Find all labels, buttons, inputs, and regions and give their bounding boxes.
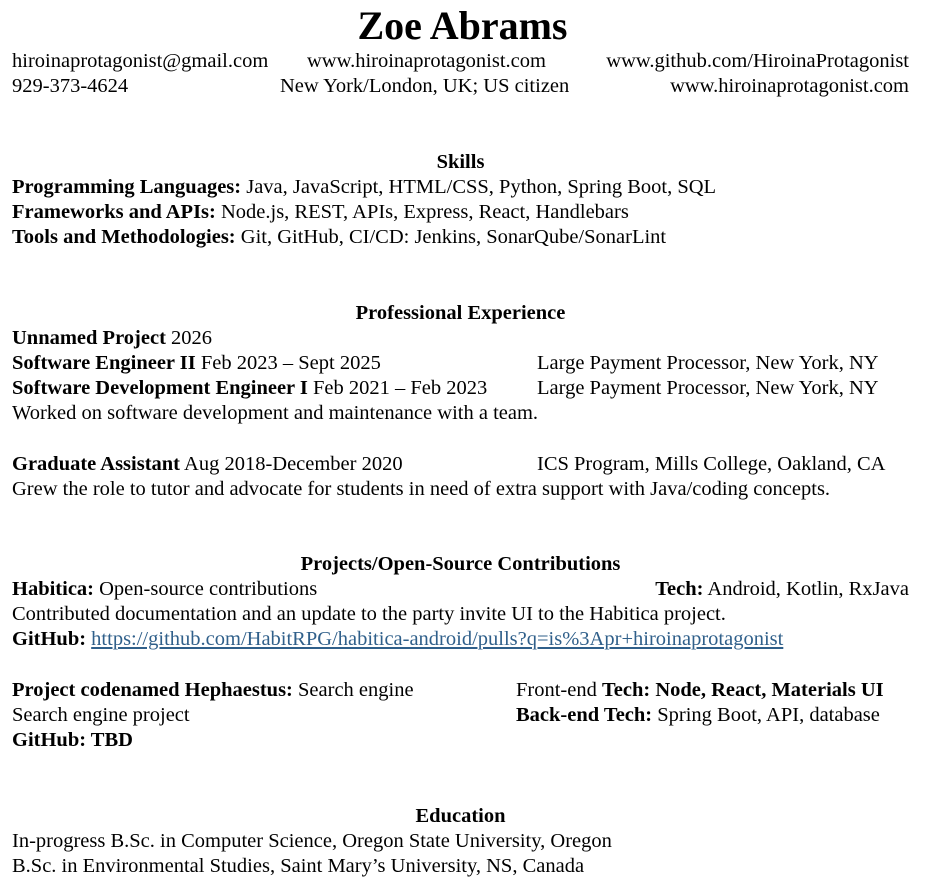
- phone: 929-373-4624: [12, 75, 129, 97]
- project-description: Contributed documentation and an update to the party invite UI to the Habitica project.: [12, 603, 726, 625]
- skill-label: Programming Languages:: [12, 176, 242, 198]
- job-org: Large Payment Processor, New York, NY: [537, 377, 879, 399]
- skill-label: Tools and Methodologies:: [12, 226, 236, 248]
- skill-value: Git, GitHub, CI/CD: Jenkins, SonarQube/SonarLint: [235, 226, 667, 248]
- project-row: [12, 577, 909, 602]
- job-description: Grew the role to tutor and advocate for students in need of extra support with Java/coding concepts.: [12, 478, 831, 500]
- tech-value: Android, Kotlin, RxJava: [703, 578, 909, 600]
- github-pr-link[interactable]: https://github.com/HabitRPG/habitica-android/pulls?q=is%3Apr+hiroinaprotagonist: [91, 628, 784, 650]
- job-date: 2026: [165, 327, 213, 349]
- job-org: ICS Program, Mills College, Oakland, CA: [537, 453, 886, 475]
- skill-row: [12, 225, 909, 250]
- projects-heading: Projects/Open-Source Contributions: [300, 553, 621, 575]
- project-description: Search engine project: [12, 704, 190, 726]
- job-date: Feb 2021 – Feb 2023: [307, 377, 488, 399]
- email[interactable]: hiroinaprotagonist@gmail.com: [12, 50, 269, 72]
- experience-row: [12, 326, 909, 351]
- candidate-name: Zoe Abrams: [357, 3, 568, 48]
- experience-row: [12, 452, 909, 477]
- skill-label: Frameworks and APIs:: [12, 201, 216, 223]
- contact-row-2: [12, 74, 909, 99]
- job-title: Graduate Assistant: [12, 453, 181, 475]
- job-title: Unnamed Project: [12, 327, 166, 349]
- project-title: Project codenamed Hephaestus:: [12, 679, 293, 701]
- project-row: [12, 703, 909, 728]
- job-description: Worked on software development and maintenance with a team.: [12, 402, 539, 424]
- job-title: Software Engineer II: [12, 352, 196, 374]
- job-date: Feb 2023 – Sept 2025: [195, 352, 381, 374]
- github-label: GitHub:: [12, 628, 87, 650]
- skill-row: [12, 200, 909, 225]
- tech-label: Tech:: [655, 578, 704, 600]
- project-title: Habitica:: [12, 578, 94, 600]
- education-heading: Education: [415, 805, 506, 827]
- skill-row: [12, 175, 909, 200]
- backend-value: Spring Boot, API, database: [652, 704, 880, 726]
- education-item: In-progress B.Sc. in Computer Science, Oregon State University, Oregon: [12, 830, 612, 852]
- experience-heading: Professional Experience: [355, 302, 566, 324]
- skill-value: Java, JavaScript, HTML/CSS, Python, Spring Boot, SQL: [241, 176, 717, 198]
- job-org: Large Payment Processor, New York, NY: [537, 352, 879, 374]
- location: New York/London, UK; US citizen: [280, 75, 570, 97]
- project-github-row: [12, 627, 909, 652]
- project-tech: [655, 577, 909, 602]
- skill-value: Node.js, REST, APIs, Express, React, Handlebars: [215, 201, 629, 223]
- project-subtitle: Search engine: [292, 679, 414, 701]
- website[interactable]: www.hiroinaprotagonist.com: [307, 50, 546, 72]
- experience-row: [12, 376, 909, 401]
- backend-label: Back-end Tech:: [516, 704, 653, 726]
- frontend-tech: [516, 678, 884, 703]
- contact-row-1: [12, 49, 909, 74]
- job-title: Software Development Engineer I: [12, 377, 308, 399]
- project-subtitle: Open-source contributions: [94, 578, 318, 600]
- website-2[interactable]: www.hiroinaprotagonist.com: [670, 75, 909, 97]
- backend-tech: [516, 703, 880, 728]
- job-date: Aug 2018-December 2020: [180, 453, 403, 475]
- frontend-tech-value: Tech: Node, React, Materials UI: [601, 679, 884, 701]
- project-row: [12, 678, 909, 703]
- project-github-tbd: GitHub: TBD: [12, 729, 133, 751]
- education-item: B.Sc. in Environmental Studies, Saint Mary’s University, NS, Canada: [12, 855, 585, 877]
- experience-row: [12, 351, 909, 376]
- frontend-prefix: Front-end: [516, 679, 602, 701]
- skills-heading: Skills: [436, 151, 485, 173]
- github-profile[interactable]: www.github.com/HiroinaProtagonist: [606, 50, 909, 72]
